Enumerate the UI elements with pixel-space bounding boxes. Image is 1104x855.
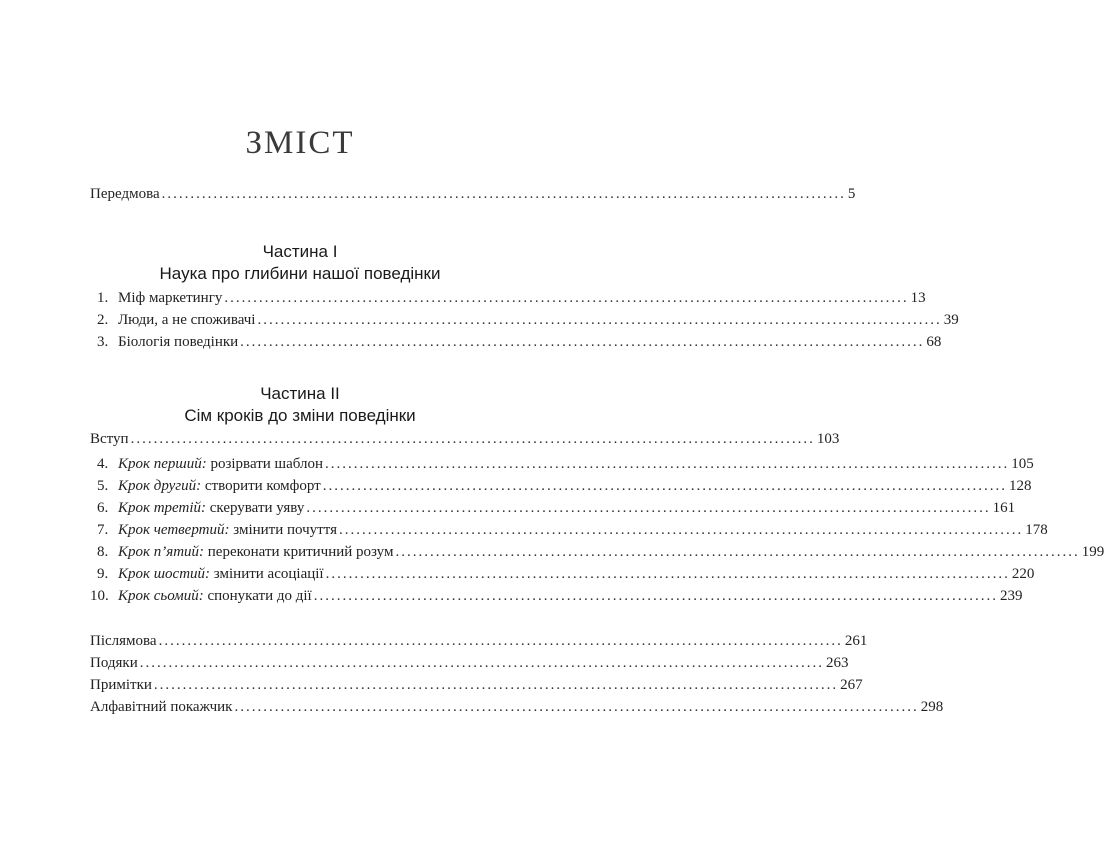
leader-dots: ....................................................................................................................... (240, 334, 925, 350)
toc-entry-chapter-6[interactable] (97, 497, 1016, 519)
chapter-number: 7. (97, 522, 109, 538)
toc-entry-chapter-9[interactable] (97, 563, 1035, 585)
step-label: Крок шостий: (118, 566, 211, 582)
toc-entry-chapter-4[interactable] (97, 453, 1034, 475)
leader-dots: ....................................................................................................................... (130, 431, 815, 447)
leader-dots: ....................................................................................................................... (257, 312, 942, 328)
leader-dots: ....................................................................................................................... (139, 655, 824, 671)
toc-entry-chapter-2[interactable] (97, 309, 959, 331)
chapter-number: 1. (97, 290, 109, 306)
leader-dots: ....................................................................................................................... (313, 588, 998, 604)
chapter-title: змінити почуття (233, 522, 337, 538)
toc-entry-preface[interactable] (90, 183, 856, 205)
leader-dots: ....................................................................................................................... (158, 633, 843, 649)
chapter-number: 4. (97, 456, 109, 472)
step-label: Крок сьомий: (118, 588, 204, 604)
toc-entry-chapter-7[interactable] (97, 519, 1048, 541)
toc-entry-chapter-8[interactable] (97, 541, 1104, 563)
chapter-number: 5. (97, 478, 109, 494)
part-2-subtitle: Сім кроків до зміни поведінки (184, 406, 416, 425)
toc-entry-intro[interactable] (90, 428, 840, 450)
entry-label: Люди, а не споживачі (118, 312, 256, 328)
leader-dots: ....................................................................................................................... (224, 290, 909, 306)
entry-label: Біологія поведінки (118, 334, 239, 350)
entry-label (118, 519, 337, 541)
part-1-heading: Частина I (262, 242, 338, 261)
entry-page-number: 39 (943, 312, 959, 328)
entry-label: Примітки (90, 677, 152, 693)
step-label: Крок третій: (118, 500, 207, 516)
leader-dots: ....................................................................................................................... (325, 456, 1010, 472)
leader-dots: ....................................................................................................................... (395, 544, 1080, 560)
toc-entry-chapter-5[interactable] (97, 475, 1032, 497)
chapter-number: 3. (97, 334, 109, 350)
entry-page-number: 68 (926, 334, 942, 350)
entry-label (118, 585, 312, 607)
part-2-heading: Частина II (260, 384, 340, 403)
leader-dots: ....................................................................................................................... (322, 478, 1007, 494)
entry-label (118, 497, 304, 519)
entry-label: Передмова (90, 186, 160, 202)
chapter-title: створити комфорт (204, 478, 321, 494)
leader-dots: ....................................................................................................................... (325, 566, 1010, 582)
entry-page-number: 298 (920, 699, 944, 715)
toc-entry-chapter-1[interactable] (97, 287, 926, 309)
entry-page-number: 103 (816, 431, 840, 447)
leader-dots: ....................................................................................................................... (339, 522, 1024, 538)
entry-page-number: 220 (1011, 566, 1035, 582)
step-label: Крок перший: (118, 456, 207, 472)
chapter-title: переконати критичний розум (207, 544, 394, 560)
entry-page-number: 199 (1081, 544, 1104, 560)
toc-entry-notes[interactable] (90, 674, 863, 696)
page-title: ЗМІСТ (245, 125, 355, 161)
entry-label: Вступ (90, 431, 129, 447)
chapter-title: скерувати уяву (209, 500, 305, 516)
entry-label (118, 475, 321, 497)
chapter-title: спонукати до дії (207, 588, 312, 604)
leader-dots: ....................................................................................................................... (306, 500, 991, 516)
entry-label (118, 563, 324, 585)
entry-page-number: 267 (840, 677, 863, 693)
entry-page-number: 239 (999, 588, 1023, 604)
step-label: Крок п’ятий: (118, 544, 205, 560)
step-label: Крок четвертий: (118, 522, 230, 538)
entry-label: Подяки (90, 655, 138, 671)
entry-page-number: 263 (826, 655, 849, 671)
toc-entry-index[interactable] (90, 696, 944, 718)
entry-page-number: 105 (1011, 456, 1034, 472)
entry-label (118, 453, 323, 475)
toc-entry-chapter-3[interactable] (97, 331, 942, 353)
chapter-title: розірвати шаблон (210, 456, 324, 472)
entry-page-number: 178 (1025, 522, 1048, 538)
leader-dots: ....................................................................................................................... (234, 699, 919, 715)
entry-page-number: 261 (844, 633, 868, 649)
toc-entry-afterword[interactable] (90, 630, 868, 652)
part-1-subtitle: Наука про глибини нашої поведінки (159, 264, 441, 283)
entry-label: Міф маркетингу (118, 290, 223, 306)
entry-label: Післямова (90, 633, 157, 649)
leader-dots: ....................................................................................................................... (161, 186, 846, 202)
leader-dots: ....................................................................................................................... (153, 677, 839, 693)
chapter-number: 6. (97, 500, 109, 516)
chapter-title: змінити асоціації (213, 566, 324, 582)
step-label: Крок другий: (118, 478, 202, 494)
entry-page-number: 13 (910, 290, 926, 306)
chapter-number: 8. (97, 544, 109, 560)
entry-label: Алфавітний покажчик (90, 699, 233, 715)
chapter-number: 10. (90, 588, 109, 604)
entry-page-number: 161 (992, 500, 1016, 516)
toc-entry-acknowledgements[interactable] (90, 652, 849, 674)
toc-entry-chapter-10[interactable] (90, 585, 1023, 607)
entry-page-number: 5 (847, 186, 856, 202)
entry-label (118, 541, 393, 563)
chapter-number: 9. (97, 566, 109, 582)
chapter-number: 2. (97, 312, 109, 328)
entry-page-number: 128 (1009, 478, 1032, 494)
